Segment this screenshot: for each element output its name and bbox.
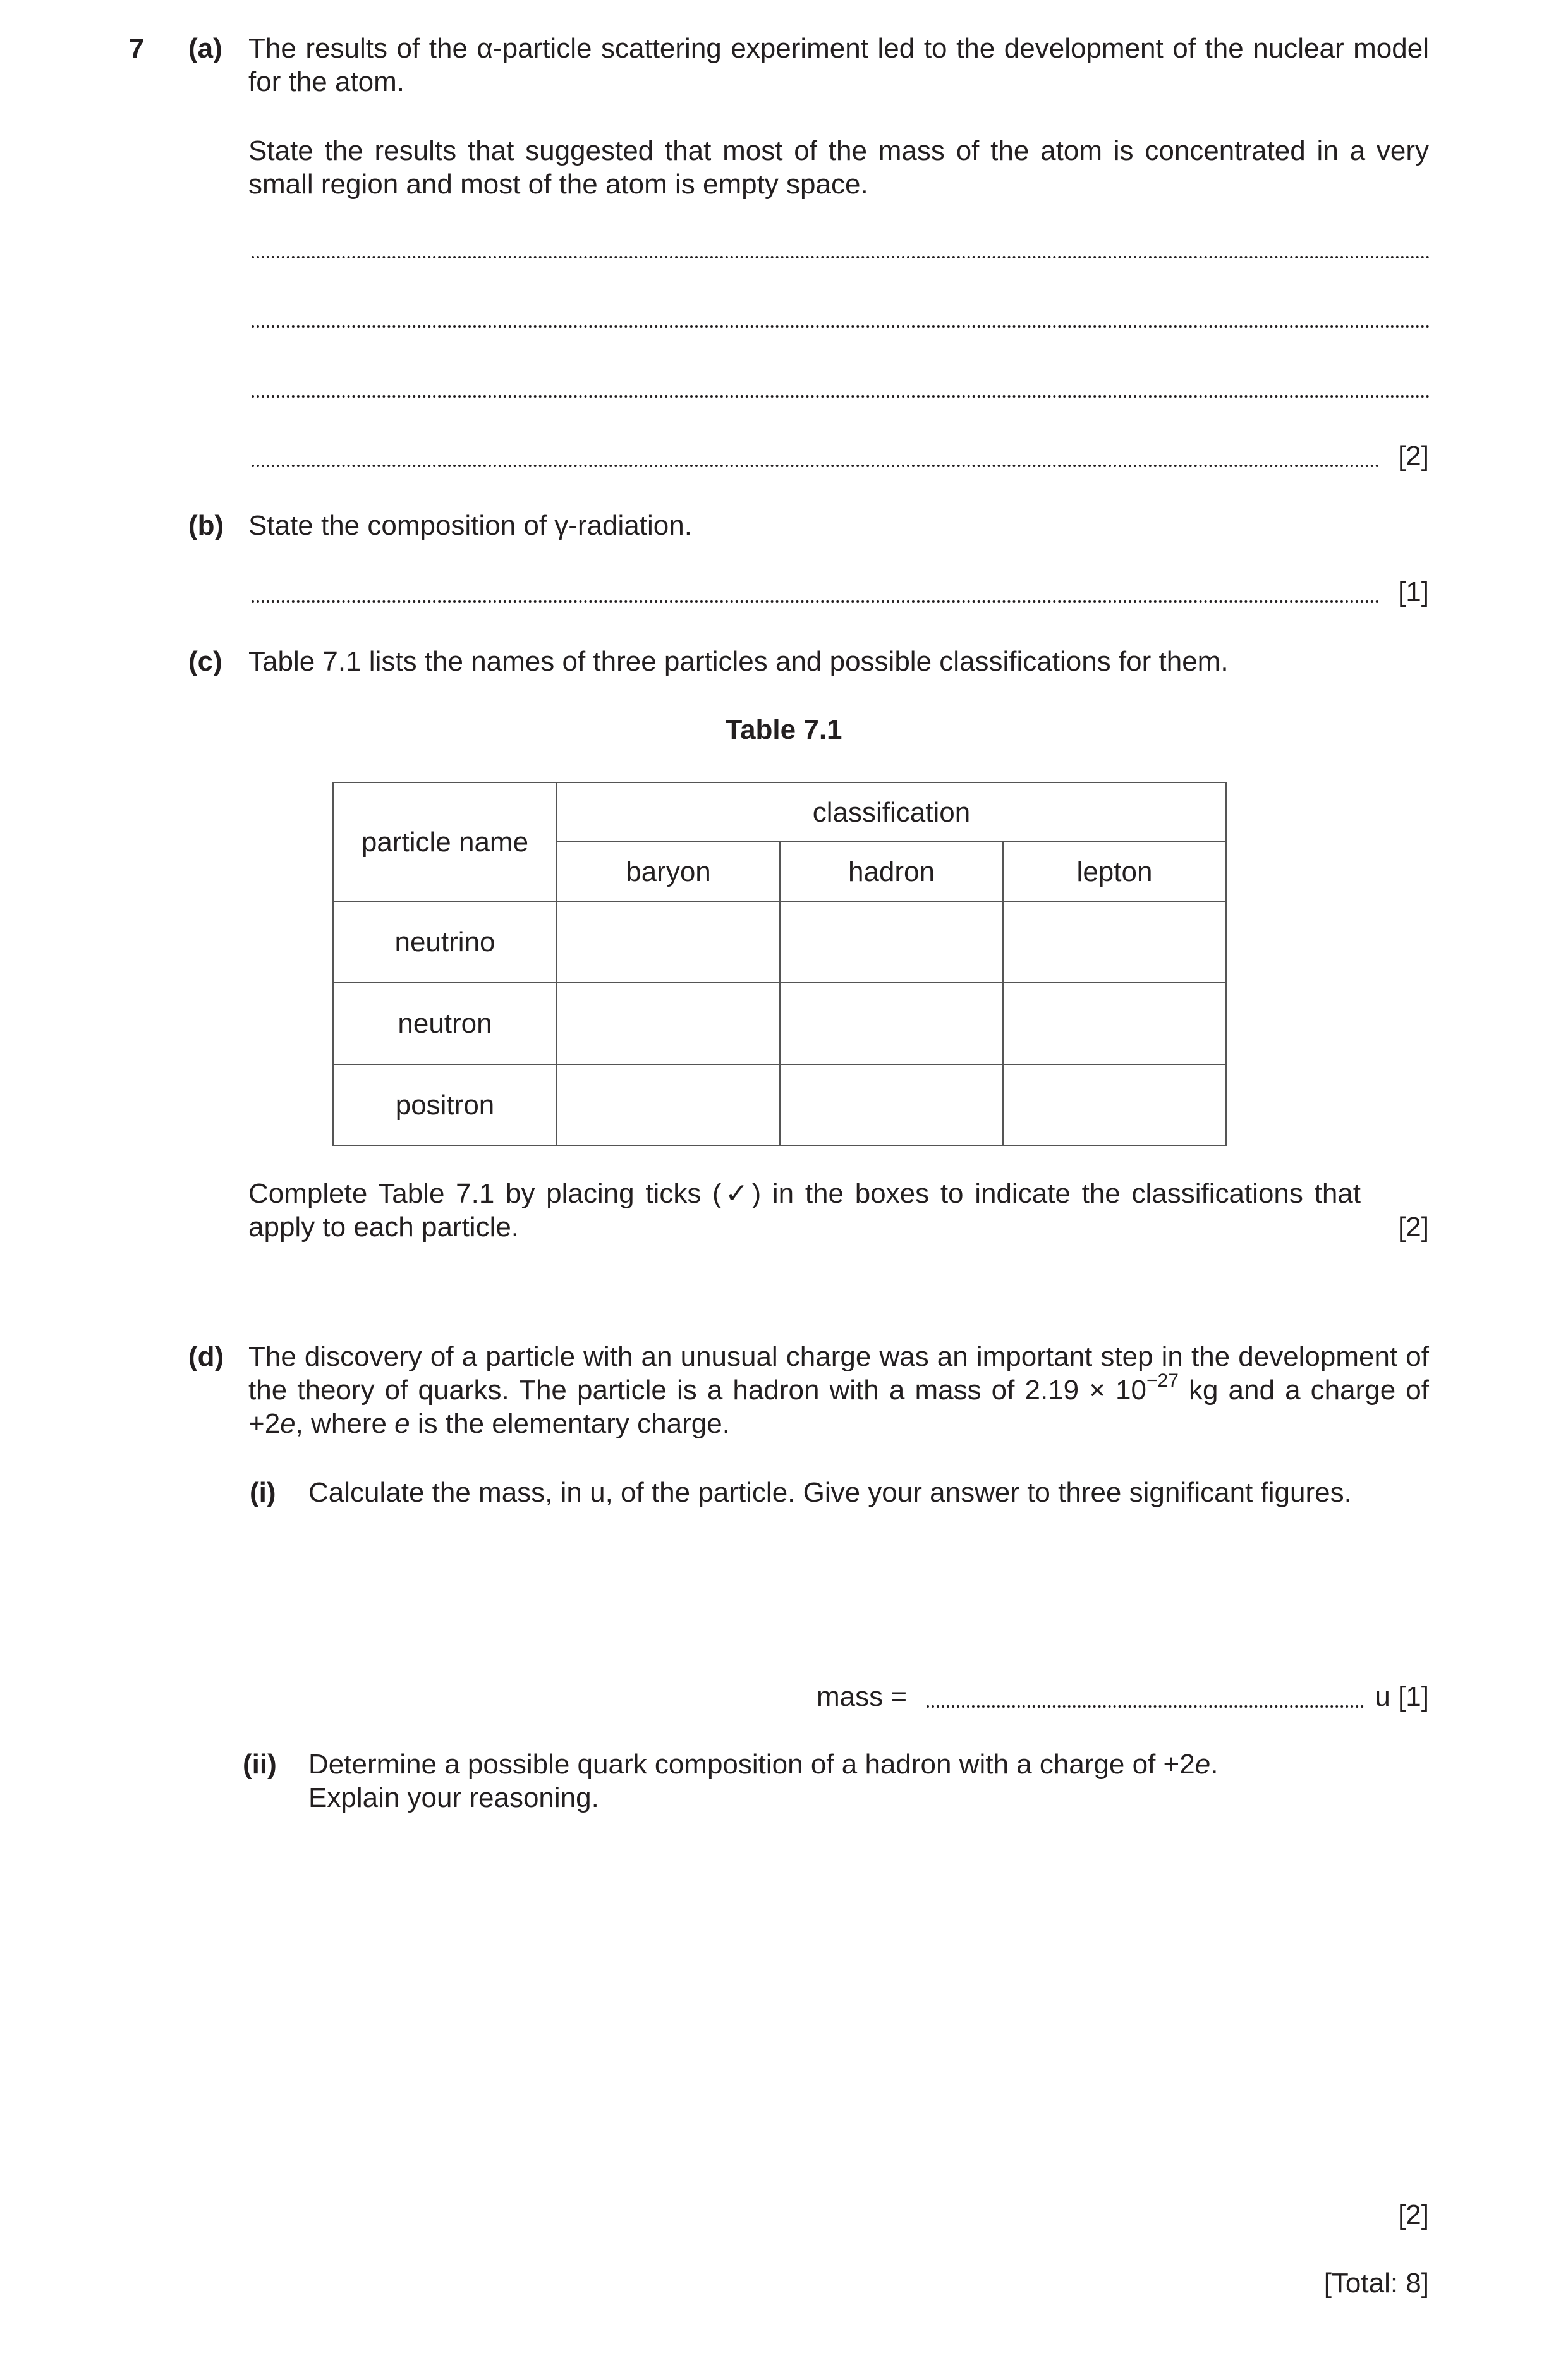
part-a-prompt: State the results that suggested that most of the mass of the atom is concentrated in a very small region and most of the atom is empty space. — [248, 135, 1429, 200]
part-c-intro: Table 7.1 lists the names of three particles and possible classifications for them. — [248, 646, 1229, 677]
table-title: Table 7.1 — [725, 714, 842, 745]
part-d-text-3: , where — [295, 1408, 395, 1439]
total-marks: [Total: 8] — [1323, 2268, 1429, 2299]
part-a-mark: [2] — [1398, 441, 1429, 471]
header-particle-name: particle name — [333, 782, 557, 901]
mass-answer-line[interactable] — [927, 1705, 1364, 1708]
cell-positron-hadron[interactable] — [780, 1064, 1003, 1146]
cell-positron-baryon[interactable] — [557, 1064, 780, 1146]
cell-positron-lepton[interactable] — [1003, 1064, 1226, 1146]
cell-neutron-lepton[interactable] — [1003, 983, 1226, 1064]
e-symbol: e — [280, 1408, 296, 1439]
sub-ii-prompt-3: Explain your reasoning. — [308, 1782, 599, 1813]
part-a-label: (a) — [188, 33, 222, 64]
cell-neutron-hadron[interactable] — [780, 983, 1003, 1064]
part-c-mark: [2] — [1398, 1212, 1429, 1243]
mass-exponent: −27 — [1146, 1370, 1179, 1392]
header-baryon: baryon — [557, 842, 780, 901]
answer-line-a1[interactable] — [252, 256, 1430, 258]
part-a-intro: The results of the α-particle scattering experiment led to the development of the nuclear model for the atom. — [248, 33, 1429, 97]
sub-ii-prompt — [308, 1748, 1433, 1815]
cell-neutrino-hadron[interactable] — [780, 901, 1003, 983]
row-neutrino-name: neutrino — [333, 901, 557, 983]
question-number: 7 — [129, 33, 145, 64]
part-c-label: (c) — [188, 646, 222, 677]
part-d-text-2: kg and a charge of +2 — [248, 1375, 1429, 1439]
part-d-text-4: is the elementary charge. — [410, 1408, 730, 1439]
mass-answer-label: mass = — [817, 1681, 908, 1712]
header-hadron: hadron — [780, 842, 1003, 901]
part-c-instruction: Complete Table 7.1 by placing ticks (✓) in the boxes to indicate the classifications that apply to each particle. — [248, 1178, 1361, 1243]
cell-neutron-baryon[interactable] — [557, 983, 780, 1064]
answer-line-b1[interactable] — [252, 600, 1380, 603]
e-symbol-2: e — [394, 1408, 410, 1439]
part-d-label: (d) — [188, 1341, 224, 1372]
mass-unit: u — [1375, 1681, 1390, 1712]
sub-ii-label: (ii) — [243, 1749, 277, 1780]
sub-i-prompt: Calculate the mass, in u, of the particle. Give your answer to three significant figures. — [308, 1477, 1352, 1508]
sub-i-label: (i) — [250, 1477, 276, 1508]
row-neutron-name: neutron — [333, 983, 557, 1064]
cell-neutrino-lepton[interactable] — [1003, 901, 1226, 983]
table-7-1 — [332, 782, 1227, 1146]
part-b-mark: [1] — [1398, 576, 1429, 607]
part-d-text-1: The discovery of a particle with an unusual charge was an important step in the development of the theory of quarks. The particle is a hadron with a mass of 2.19 × 10 — [248, 1341, 1429, 1406]
answer-line-a3[interactable] — [252, 395, 1430, 398]
header-lepton: lepton — [1003, 842, 1226, 901]
answer-line-a2[interactable] — [252, 325, 1430, 328]
sub-ii-mark: [2] — [1398, 2199, 1429, 2230]
sub-ii-prompt-1: Determine a possible quark composition of a hadron with a charge of +2 — [308, 1749, 1195, 1780]
e-symbol-3: e — [1194, 1749, 1211, 1780]
header-classification: classification — [557, 782, 1226, 842]
part-b-label: (b) — [188, 510, 224, 541]
part-d-intro — [248, 1340, 1429, 1440]
sub-i-unit-mark — [1375, 1680, 1429, 1713]
row-positron-name: positron — [333, 1064, 557, 1146]
sub-ii-prompt-2: . — [1210, 1749, 1219, 1780]
cell-neutrino-baryon[interactable] — [557, 901, 780, 983]
part-b-prompt: State the composition of γ-radiation. — [248, 510, 692, 541]
answer-line-a4[interactable] — [252, 465, 1380, 467]
sub-i-mark: [1] — [1398, 1681, 1429, 1712]
